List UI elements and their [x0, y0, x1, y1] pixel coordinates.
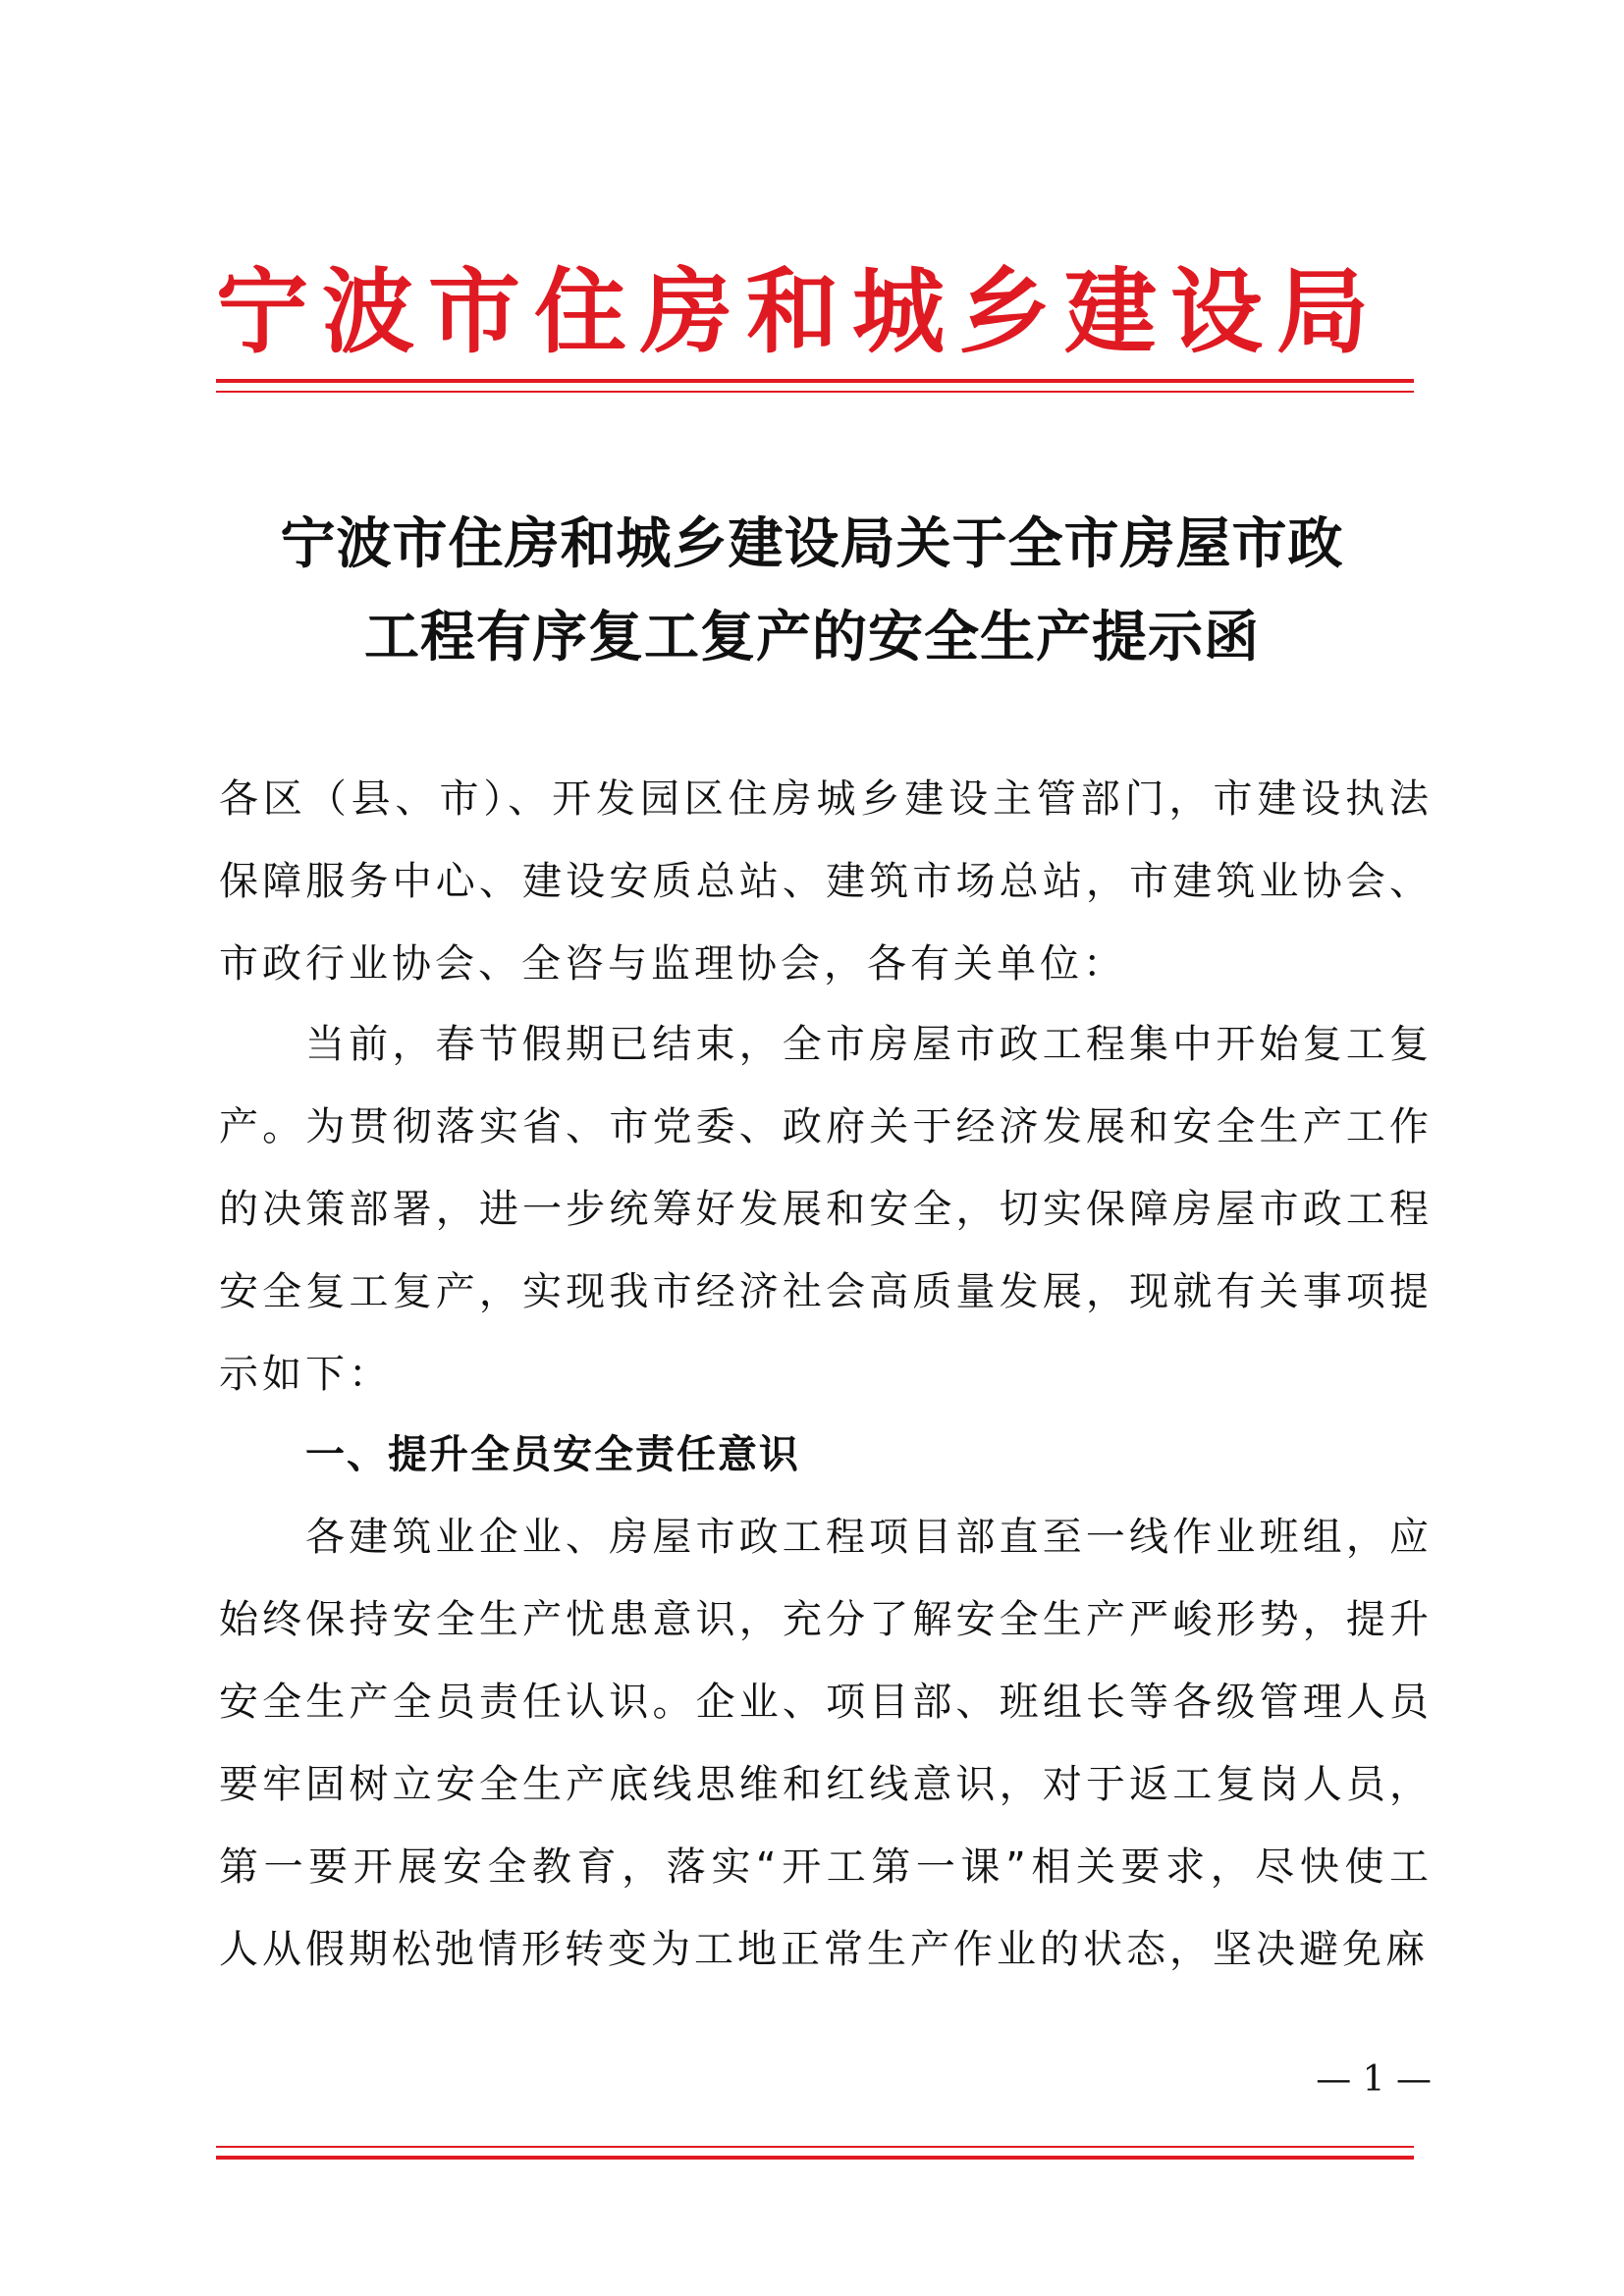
section-heading-1: 一、提升全员安全责任意识	[305, 1432, 800, 1477]
document-title-line-2: 工程有序复工复产的安全生产提示函	[364, 605, 1260, 669]
issuing-authority-header: 宁波市住房和城乡建设局	[216, 258, 1383, 366]
body-paragraph-2: 各建筑业企业、房屋市政工程项目部直至一线作业班组，应始终保持安全生产忧患意识，充分了解安全生产严峻形势，提升安全生产全员责任认识。企业、项目部、班组长等各级管理人员要牢固树立安全生产底线思维和红线意识，对于返工复岗人员，第一要开展安全教育，落实“开工第一课”相关要求，尽快使工人从假期松弛情形转变为工地正常生产作业的状态，坚决避免麻	[219, 1515, 1433, 1972]
footer-red-rule-thin	[216, 2146, 1414, 2148]
header-red-rule-thin	[216, 391, 1414, 393]
header-red-rule-thick	[216, 379, 1414, 383]
recipients-paragraph: 各区（县、市）、开发园区住房城乡建设主管部门，市建设执法保障服务中心、建设安质总站、建筑市场总站，市建筑业协会、市政行业协会、全咨与监理协会，各有关单位：	[219, 776, 1433, 987]
document-title-line-1: 宁波市住房和城乡建设局关于全市房屋市政	[280, 511, 1344, 576]
body-paragraph-1: 当前，春节假期已结束，全市房屋市政工程集中开始复工复产。为贯彻落实省、市党委、政府关于经济发展和安全生产工作的决策部署，进一步统筹好发展和安全，切实保障房屋市政工程安全复工复产，实现我市经济社会高质量发展，现就有关事项提示如下：	[219, 1022, 1433, 1397]
footer-red-rule-thick	[216, 2156, 1414, 2160]
page-number: — 1 —	[1316, 2059, 1432, 2100]
